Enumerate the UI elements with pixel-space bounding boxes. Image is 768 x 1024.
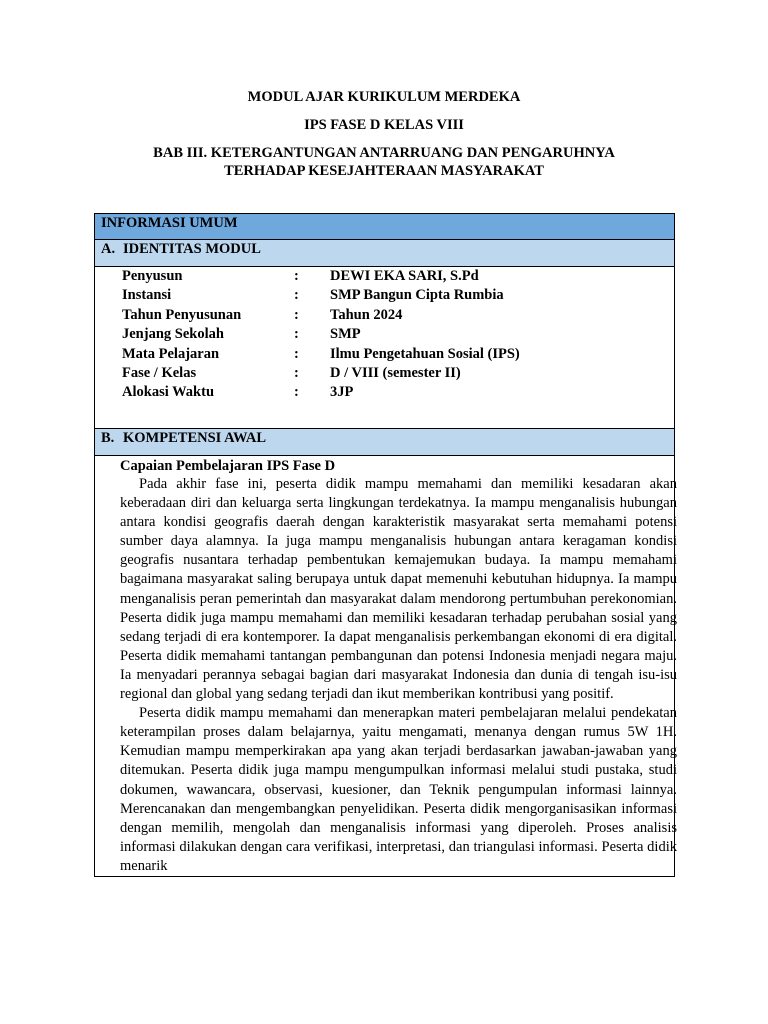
section-heading: IDENTITAS MODUL (123, 241, 261, 257)
body-paragraph: Peserta didik mampu memahami dan menerapkan materi pembelajaran melalui pendekatan keterampilan proses dalam belajarnya, yaitu mengamati, menanya dengan rumus 5W 1H. Kemudian mampu memperkirakan apa yang akan terjadi berdasarkan jawaban-jawaban yang ditemukan. Peserta didik juga mampu mengumpulkan informasi melalui studi pustaka, studi dokumen, wawancara, observasi, kuesioner, dan Teknik pengumpulan informasi lainnya. Merencanakan dan mengembangkan penyelidikan. Peserta didik mengorganisasikan informasi dengan memilih, mengolah dan menganalisis informasi yang diperoleh. Proses analisis informasi dilakukan dengan cara verifikasi, interpretasi, dan triangulasi informasi. Peserta didik menarik (120, 705, 677, 874)
kompetensi-awal-body (95, 456, 677, 876)
identity-key: Fase / Kelas (122, 364, 197, 381)
section-header-kompetensi-awal (95, 429, 674, 456)
section-number: B. (101, 430, 115, 446)
identity-key: Tahun Penyusunan (122, 306, 242, 323)
module-info-table (94, 213, 675, 877)
identity-value: 3JP (330, 384, 354, 401)
identity-separator: : (294, 306, 299, 323)
identity-value: SMP Bangun Cipta Rumbia (330, 287, 504, 304)
identity-row (95, 306, 674, 325)
identity-separator: : (294, 268, 299, 284)
identity-key: Alokasi Waktu (122, 384, 215, 401)
identity-key: Jenjang Sekolah (122, 326, 224, 343)
identity-value: Tahun 2024 (330, 306, 403, 323)
identity-value: Ilmu Pengetahuan Sosial (IPS) (330, 345, 520, 362)
identity-row (95, 364, 674, 383)
section-heading: KOMPETENSI AWAL (123, 430, 267, 446)
chapter-title-line-2: TERHADAP KESEJAHTERAAN MASYARAKAT (224, 163, 544, 179)
identity-key: Penyusun (122, 268, 183, 284)
document-title: MODUL AJAR KURIKULUM MERDEKA (247, 89, 521, 105)
chapter-title-line-1: BAB III. KETERGANTUNGAN ANTARRUANG DAN PENGARUHNYA (153, 145, 615, 161)
identity-separator: : (294, 287, 299, 304)
identity-value: DEWI EKA SARI, S.Pd (330, 268, 479, 284)
identity-key: Mata Pelajaran (122, 345, 220, 362)
document-title-block (0, 88, 768, 180)
section-number: A. (101, 241, 116, 257)
identity-row (95, 345, 674, 364)
identity-row (95, 286, 674, 305)
identity-row (95, 267, 674, 286)
identity-row (95, 383, 674, 402)
identity-value: SMP (330, 326, 361, 343)
identity-separator: : (294, 384, 299, 401)
capaian-pembelajaran-title: Capaian Pembelajaran IPS Fase D (120, 458, 336, 474)
section-header-informasi-umum: INFORMASI UMUM (95, 214, 674, 240)
identity-separator: : (294, 364, 299, 381)
identity-separator: : (294, 326, 299, 343)
document-subtitle: IPS FASE D KELAS VIII (304, 117, 464, 133)
section-header-identitas-modul (95, 240, 674, 267)
identity-key: Instansi (122, 287, 172, 304)
identity-value: D / VIII (semester II) (330, 364, 461, 381)
identity-separator: : (294, 345, 299, 362)
identity-row (95, 325, 674, 344)
identitas-modul-body (95, 267, 674, 429)
body-paragraph: Pada akhir fase ini, peserta didik mampu memahami dan memiliki kesadaran akan keberadaan diri dan keluarga serta lingkungan terdekatnya. Ia mampu menganalisis hubungan antara kondisi geografis daerah dengan karakteristik masyarakat serta memahami potensi sumber daya alamnya. Ia juga mampu menganalisis hubungan antara keragaman kondisi geografis nusantara terhadap pembentukan kemajemukan budaya. Ia mampu memahami bagaimana masyarakat saling berupaya untuk dapat memenuhi kebutuhan hidupnya. Ia mampu menganalisis peran pemerintah dan masyarakat dalam mendorong pertumbuhan perekonomian. Peserta didik juga mampu memahami dan memiliki kesadaran terhadap perubahan sosial yang sedang terjadi di era kontemporer. Ia dapat menganalisis perkembangan ekonomi di era digital. Peserta didik memahami tantangan pembangunan dan potensi Indonesia menjadi negara maju. Ia menyadari perannya sebagai bagian dari masyarakat Indonesia dan dunia di tengah isu-isu regional dan global yang sedang terjadi dan ikut memberikan kontribusi yang positif. (120, 476, 677, 703)
